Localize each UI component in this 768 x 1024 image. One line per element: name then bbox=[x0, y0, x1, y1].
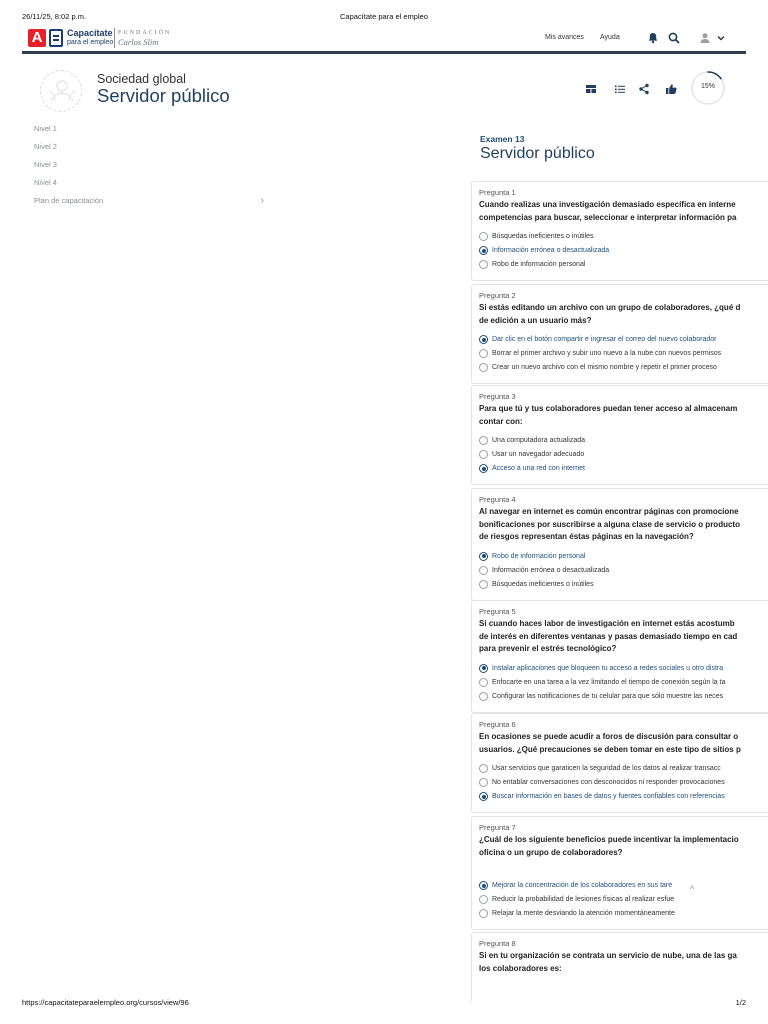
question-card bbox=[471, 816, 768, 930]
question-card bbox=[471, 932, 768, 1001]
chevron-right-icon: › bbox=[260, 195, 264, 206]
answer-option-label: No entablar conversaciones con desconocidos ni responder provocaciones bbox=[492, 779, 725, 786]
radio-selected-icon[interactable] bbox=[479, 552, 488, 561]
radio-icon[interactable] bbox=[479, 260, 488, 269]
question-card bbox=[471, 284, 768, 384]
question-number: Pregunta 3 bbox=[479, 392, 516, 401]
answer-option[interactable] bbox=[479, 678, 768, 692]
answer-option[interactable] bbox=[479, 566, 768, 580]
question-text: Si cuando haces labor de investigación en internet estás acostumb bbox=[479, 619, 735, 628]
answer-option-label: Dar clic en el botón compartir e ingresar el correo del nuevo colaborador bbox=[492, 336, 717, 343]
sidebar-item-nivel-4[interactable]: Nivel 4 bbox=[34, 178, 57, 187]
answer-option-label: Búsquedas ineficientes o inútiles bbox=[492, 580, 594, 588]
answer-option-label: Relajar la mente desviando la atención momentáneamente bbox=[492, 910, 675, 917]
answer-options bbox=[479, 232, 768, 274]
print-page-number: 1/2 bbox=[735, 998, 746, 1007]
answer-option-label: Instalar aplicaciones que bloqueen tu acceso a redes sociales u otro distra bbox=[492, 664, 724, 672]
question-text: En ocasiones se puede acudir a foros de discusión para consultar o bbox=[479, 732, 739, 741]
question-number: Pregunta 6 bbox=[479, 720, 516, 729]
question-list bbox=[471, 181, 768, 1001]
print-footer bbox=[22, 998, 746, 1010]
radio-icon[interactable] bbox=[479, 436, 488, 445]
question-card bbox=[471, 713, 768, 813]
sidebar-item-nivel-2[interactable]: Nivel 2 bbox=[34, 142, 57, 151]
radio-icon[interactable] bbox=[479, 363, 488, 372]
question-number: Pregunta 7 bbox=[479, 823, 516, 832]
answer-option-label: Robo de información personal bbox=[492, 552, 586, 560]
radio-icon[interactable] bbox=[479, 232, 488, 241]
answer-option-label: Información errónea o desactualizada bbox=[492, 247, 610, 254]
answer-option[interactable] bbox=[479, 792, 768, 806]
answer-option-label: Mejorar la concentración de los colaboradores en sus tare bbox=[492, 882, 673, 889]
answer-option-label: Reducir la probabilidad de lesiones físicas al realizar esfue bbox=[492, 896, 675, 903]
logo-book-icon bbox=[49, 29, 63, 47]
answer-options bbox=[479, 436, 768, 478]
radio-selected-icon[interactable] bbox=[479, 246, 488, 255]
answer-options bbox=[479, 335, 768, 377]
sidebar-item-nivel-1[interactable]: Nivel 1 bbox=[34, 124, 57, 133]
answer-options bbox=[479, 764, 768, 806]
sidebar-item-nivel-3[interactable]: Nivel 3 bbox=[34, 160, 57, 169]
answer-option-label: Usar un navegador adecuado bbox=[492, 451, 585, 458]
site-logo[interactable] bbox=[67, 29, 113, 47]
logo-line2: para el empleo bbox=[67, 39, 114, 46]
logo-a-icon[interactable]: A bbox=[28, 29, 46, 47]
question-text: Si estás editando un archivo con un grupo de colaboradores, ¿qué d bbox=[479, 303, 741, 312]
radio-icon[interactable] bbox=[479, 566, 488, 575]
chevron-down-icon[interactable] bbox=[714, 31, 728, 45]
progress-label: 15% bbox=[700, 83, 715, 90]
exam-label: Examen 13 bbox=[480, 134, 525, 144]
question-card bbox=[471, 385, 768, 485]
sidebar bbox=[34, 122, 264, 212]
answer-option[interactable] bbox=[479, 450, 768, 464]
radio-selected-icon[interactable] bbox=[479, 881, 488, 890]
answer-options bbox=[479, 552, 768, 594]
print-date: 26/11/25, 8:02 p.m. bbox=[22, 12, 87, 21]
answer-option-label: Búsquedas ineficientes o inútiles bbox=[492, 233, 594, 240]
radio-selected-icon[interactable] bbox=[479, 664, 488, 673]
answer-option[interactable] bbox=[479, 909, 768, 923]
thumbs-up-icon[interactable] bbox=[664, 82, 678, 96]
answer-option[interactable] bbox=[479, 664, 768, 678]
question-number: Pregunta 8 bbox=[479, 939, 516, 948]
course-title: Servidor público bbox=[97, 85, 230, 106]
question-card bbox=[471, 181, 768, 281]
grid-icon[interactable] bbox=[584, 82, 598, 96]
nav-link-ayuda[interactable]: Ayuda bbox=[600, 34, 620, 41]
question-text: de edición a un usuario más? bbox=[479, 315, 592, 325]
radio-selected-icon[interactable] bbox=[479, 792, 488, 801]
course-header bbox=[40, 70, 740, 114]
question-text: los colaboradores es: bbox=[479, 963, 562, 973]
bell-icon[interactable] bbox=[646, 31, 660, 45]
answer-option-label: Información errónea o desactualizada bbox=[492, 566, 610, 574]
question-text: Al navegar en internet es común encontrar páginas con promocione bbox=[479, 507, 739, 516]
course-category: Sociedad global bbox=[97, 72, 186, 86]
answer-option-label: Borrar el primer archivo y subir uno nuevo a la nube con nuevos permisos bbox=[492, 350, 722, 357]
foundation-line1: FUNDACIÓN bbox=[118, 30, 172, 36]
print-url: https://capacitateparaelempleo.org/cursos/view/96 bbox=[22, 998, 189, 1007]
answer-option-label: Crear un nuevo archivo con el mismo nombre y repetir el primer proceso bbox=[492, 364, 717, 371]
question-number: Pregunta 1 bbox=[479, 188, 516, 197]
radio-icon[interactable] bbox=[479, 692, 488, 701]
answer-option[interactable] bbox=[479, 349, 768, 363]
logo-divider bbox=[114, 28, 115, 48]
question-text: de riesgos representan éstas páginas en la navegación? bbox=[479, 532, 694, 541]
foundation-logo bbox=[118, 29, 171, 47]
answer-option[interactable] bbox=[479, 764, 768, 778]
radio-icon[interactable] bbox=[479, 895, 488, 904]
sidebar-item-plan[interactable] bbox=[34, 194, 264, 212]
radio-icon[interactable] bbox=[479, 349, 488, 358]
answer-option[interactable] bbox=[479, 335, 768, 349]
question-text: usuarios. ¿Qué precauciones se deben tomar en este tipo de sitios p bbox=[479, 744, 741, 754]
question-number: Pregunta 4 bbox=[479, 495, 516, 504]
nav-link-mis-avances[interactable]: Mis avances bbox=[545, 34, 584, 41]
question-text: para prevenir el estrés tecnológico? bbox=[479, 644, 617, 653]
question-text: competencias para buscar, seleccionar e interpretar información pa bbox=[479, 212, 737, 222]
search-icon[interactable] bbox=[667, 31, 681, 45]
user-icon[interactable] bbox=[698, 31, 712, 45]
question-text: Cuando realizas una investigación demasiado específica en interne bbox=[479, 200, 736, 209]
top-nav bbox=[22, 26, 746, 54]
answer-option[interactable] bbox=[479, 260, 768, 274]
question-card bbox=[471, 488, 768, 601]
answer-option-label: Acceso a una red con internet bbox=[492, 465, 586, 472]
answer-option[interactable] bbox=[479, 246, 768, 260]
print-title: Capacítate para el empleo bbox=[340, 12, 428, 21]
answer-option[interactable] bbox=[479, 580, 768, 594]
answer-option-label: Buscar información en bases de datos y fuentes confiables con referencias bbox=[492, 793, 725, 800]
logo-line1: Capacítate bbox=[67, 28, 113, 38]
print-header bbox=[22, 12, 746, 24]
answer-option[interactable] bbox=[479, 552, 768, 566]
radio-icon[interactable] bbox=[479, 909, 488, 918]
course-emblem-icon bbox=[40, 70, 82, 112]
radio-icon[interactable] bbox=[479, 764, 488, 773]
question-text: oficina o un grupo de colaboradores? bbox=[479, 847, 623, 857]
radio-icon[interactable] bbox=[479, 678, 488, 687]
question-number: Pregunta 2 bbox=[479, 291, 516, 300]
radio-selected-icon[interactable] bbox=[479, 464, 488, 473]
answer-option-label: Robo de información personal bbox=[492, 261, 586, 268]
question-number: Pregunta 5 bbox=[479, 607, 516, 616]
answer-option[interactable] bbox=[479, 778, 768, 792]
answer-option[interactable] bbox=[479, 881, 768, 895]
share-icon[interactable] bbox=[637, 82, 651, 96]
answer-option[interactable] bbox=[479, 363, 768, 377]
sidebar-item-plan-label: Plan de capacitación bbox=[34, 196, 104, 205]
answer-option[interactable] bbox=[479, 232, 768, 246]
scroll-top-icon[interactable]: ^ bbox=[690, 884, 695, 894]
question-text: contar con: bbox=[479, 416, 523, 426]
foundation-line2: Carlos Slim bbox=[118, 37, 159, 47]
answer-option[interactable] bbox=[479, 895, 768, 909]
answer-option-label: Una computadora actualizada bbox=[492, 437, 586, 444]
answer-options bbox=[479, 881, 768, 923]
radio-icon[interactable] bbox=[479, 450, 488, 459]
question-text: bonificaciones por suscribirse a alguna clase de servicio o producto bbox=[479, 519, 740, 529]
question-text: Para que tú y tus colaboradores puedan tener acceso al almacenam bbox=[479, 404, 738, 413]
question-card bbox=[471, 600, 768, 713]
question-text: Si en tu organización se contrata un servicio de nube, una de las ga bbox=[479, 951, 737, 960]
answer-option[interactable] bbox=[479, 436, 768, 450]
answer-option-label: Enfocarte en una tarea a la vez limitando el tiempo de conexión según la ta bbox=[492, 678, 726, 686]
radio-icon[interactable] bbox=[479, 580, 488, 589]
list-icon[interactable] bbox=[613, 82, 627, 96]
answer-option[interactable] bbox=[479, 464, 768, 478]
exam-title: Servidor público bbox=[480, 145, 595, 162]
radio-selected-icon[interactable] bbox=[479, 335, 488, 344]
radio-icon[interactable] bbox=[479, 778, 488, 787]
question-text: de interés en diferentes ventanas y pasas demasiado tiempo en cad bbox=[479, 631, 738, 641]
answer-option-label: Configurar las notificaciones de tu celular para que sólo muestre las neces bbox=[492, 692, 724, 700]
question-text: ¿Cuál de los siguiente beneficios puede incentivar la implementacio bbox=[479, 835, 739, 844]
answer-option-label: Usar servicios que garaticen la seguridad de los datos al realizar transacc bbox=[492, 765, 721, 772]
answer-option[interactable] bbox=[479, 692, 768, 706]
answer-options bbox=[479, 664, 768, 706]
